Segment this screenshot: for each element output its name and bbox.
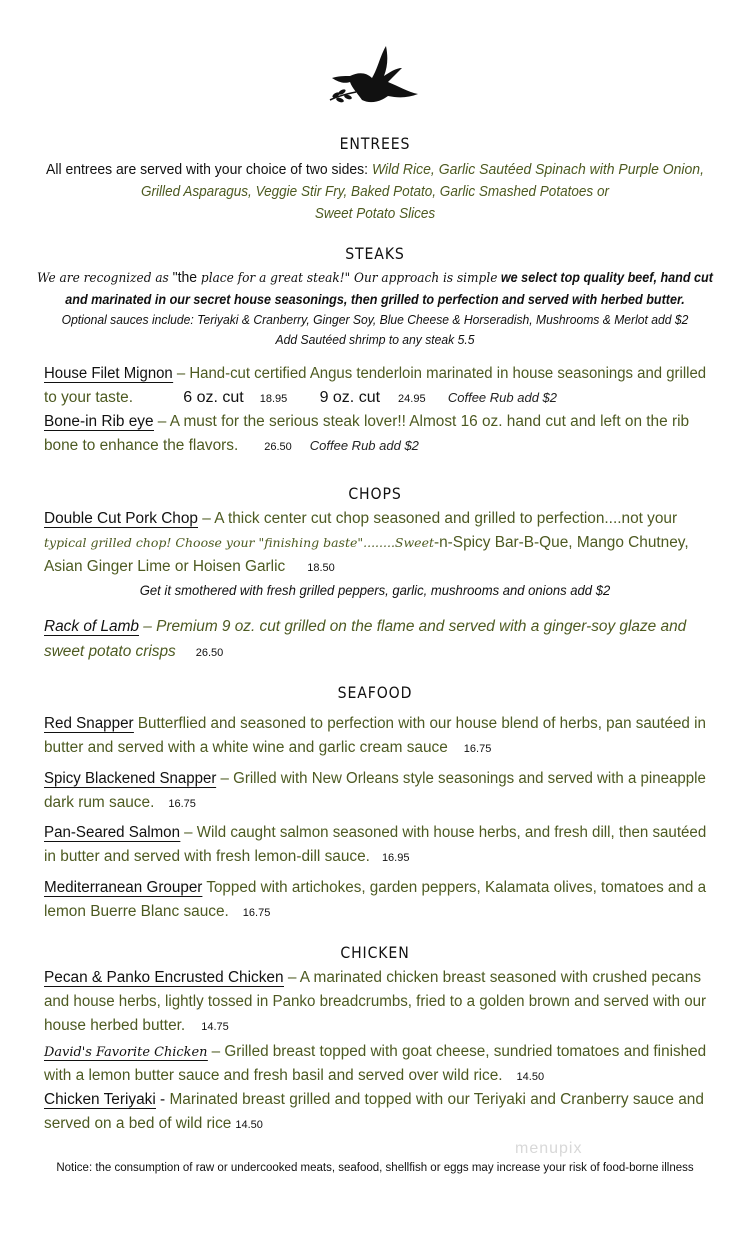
section-title-chicken: CHICKEN xyxy=(340,943,410,962)
section-title-seafood: SEAFOOD xyxy=(337,683,413,702)
steaks-sauces: Optional sauces include: Teriyaki & Cranberry, Ginger Soy, Blue Cheese & Horseradish, Mushrooms & Merlot add $2 xyxy=(61,312,689,327)
menu-item-mediterranean-grouper-line-2: lemon Buerre Blanc sauce. 16.75 xyxy=(44,903,271,920)
menu-item-chicken-teriyaki-line-2: served on a bed of wild rice 14.50 xyxy=(44,1115,263,1132)
steaks-shrimp-addon: Add Sautéed shrimp to any steak 5.5 xyxy=(275,332,475,347)
entrees-intro: All entrees are served with your choice of two sides: Wild Rice, Garlic Sautéed Spinach with Purple Onion, xyxy=(46,161,704,178)
section-title-entrees: ENTREES xyxy=(339,134,411,153)
section-title-steaks: STEAKS xyxy=(345,244,405,263)
menu-item-spicy-blackened-snapper-line-2: dark rum sauce. 16.75 xyxy=(44,794,196,811)
pork-chop-addon: Get it smothered with fresh grilled peppers, garlic, mushrooms and onions add $2 xyxy=(139,582,611,598)
menu-item-mediterranean-grouper: Mediterranean Grouper Topped with artichokes, garden peppers, Kalamata olives, tomatoes and a xyxy=(44,879,707,896)
food-safety-notice: Notice: the consumption of raw or undercooked meats, seafood, shellfish or eggs may increase your risk of food-borne illness xyxy=(56,1162,694,1174)
menu-item-spicy-blackened-snapper: Spicy Blackened Snapper – Grilled with New Orleans style seasonings and served with a pineapple xyxy=(44,770,706,787)
menu-item-pan-seared-salmon-line-2: in butter and served with fresh lemon-dill sauce. 16.95 xyxy=(44,848,410,865)
steaks-intro-line-1: We are recognized as "the place for a great steak!" Our approach is simple we select top quality beef, hand cut xyxy=(37,269,713,286)
menu-item-rack-of-lamb-line-2: sweet potato crisps 26.50 xyxy=(44,643,224,660)
menu-item-double-cut-pork-chop-line-3: Asian Ginger Lime or Hoisen Garlic 18.50 xyxy=(44,558,335,575)
watermark: menupix xyxy=(515,1140,583,1157)
menu-item-bone-in-rib-eye: Bone-in Rib eye – A must for the serious steak lover!! Almost 16 oz. hand cut and left on the rib xyxy=(44,413,690,430)
section-title-chops: CHOPS xyxy=(348,484,402,503)
menu-item-davids-favorite-chicken: David's Favorite Chicken – Grilled breast topped with goat cheese, sundried tomatoes and finished xyxy=(44,1043,707,1060)
entrees-sides-line-3: Sweet Potato Slices xyxy=(314,206,436,222)
menu-item-pecan-panko-chicken: Pecan & Panko Encrusted Chicken – A marinated chicken breast seasoned with crushed pecans xyxy=(44,969,702,986)
dove-with-olive-branch-icon xyxy=(328,42,420,110)
menu-item-house-filet-mignon: House Filet Mignon – Hand-cut certified Angus tenderloin marinated in house seasonings and grilled xyxy=(44,365,707,382)
entrees-sides-line-2: Grilled Asparagus, Veggie Stir Fry, Baked Potato, Garlic Smashed Potatoes or xyxy=(141,184,609,200)
menu-item-chicken-teriyaki: Chicken Teriyaki - Marinated breast grilled and topped with our Teriyaki and Cranberry sauce and xyxy=(44,1091,704,1108)
menu-item-red-snapper: Red Snapper Butterflied and seasoned to perfection with our house blend of herbs, pan sautéed in xyxy=(44,715,706,732)
menu-item-house-filet-mignon-line-2: to your taste. 6 oz. cut 18.95 9 oz. cut 24.95 Coffee Rub add $2 xyxy=(44,389,557,406)
menu-item-pecan-panko-chicken-line-3: house herbed butter. 14.75 xyxy=(44,1017,229,1034)
menu-item-davids-favorite-chicken-line-2: with a lemon butter sauce and fresh basil and served over wild rice. 14.50 xyxy=(44,1067,545,1084)
menu-item-double-cut-pork-chop: Double Cut Pork Chop – A thick center cut chop seasoned and grilled to perfection....not your xyxy=(44,510,678,527)
steaks-intro-line-2: and marinated in our secret house seasonings, then grilled to perfection and served with herbed butter. xyxy=(65,292,685,307)
menu-item-rack-of-lamb: Rack of Lamb – Premium 9 oz. cut grilled on the flame and served with a ginger-soy glaze and xyxy=(44,618,687,635)
menu-item-pan-seared-salmon: Pan-Seared Salmon – Wild caught salmon seasoned with house herbs, and fresh dill, then sautéed xyxy=(44,824,707,841)
menu-item-double-cut-pork-chop-line-2: typical grilled chop! Choose your "finishing baste"........Sweet-n-Spicy Bar-B-Que, Mango Chutney, xyxy=(44,534,689,551)
menu-item-bone-in-rib-eye-line-2: bone to enhance the flavors. 26.50 Coffee Rub add $2 xyxy=(44,437,419,454)
menu-item-red-snapper-line-2: butter and served with a white wine and garlic cream sauce 16.75 xyxy=(44,739,492,756)
menu-item-pecan-panko-chicken-line-2: and house herbs, lightly tossed in Panko breadcrumbs, fried to a golden brown and served with our xyxy=(44,993,707,1010)
